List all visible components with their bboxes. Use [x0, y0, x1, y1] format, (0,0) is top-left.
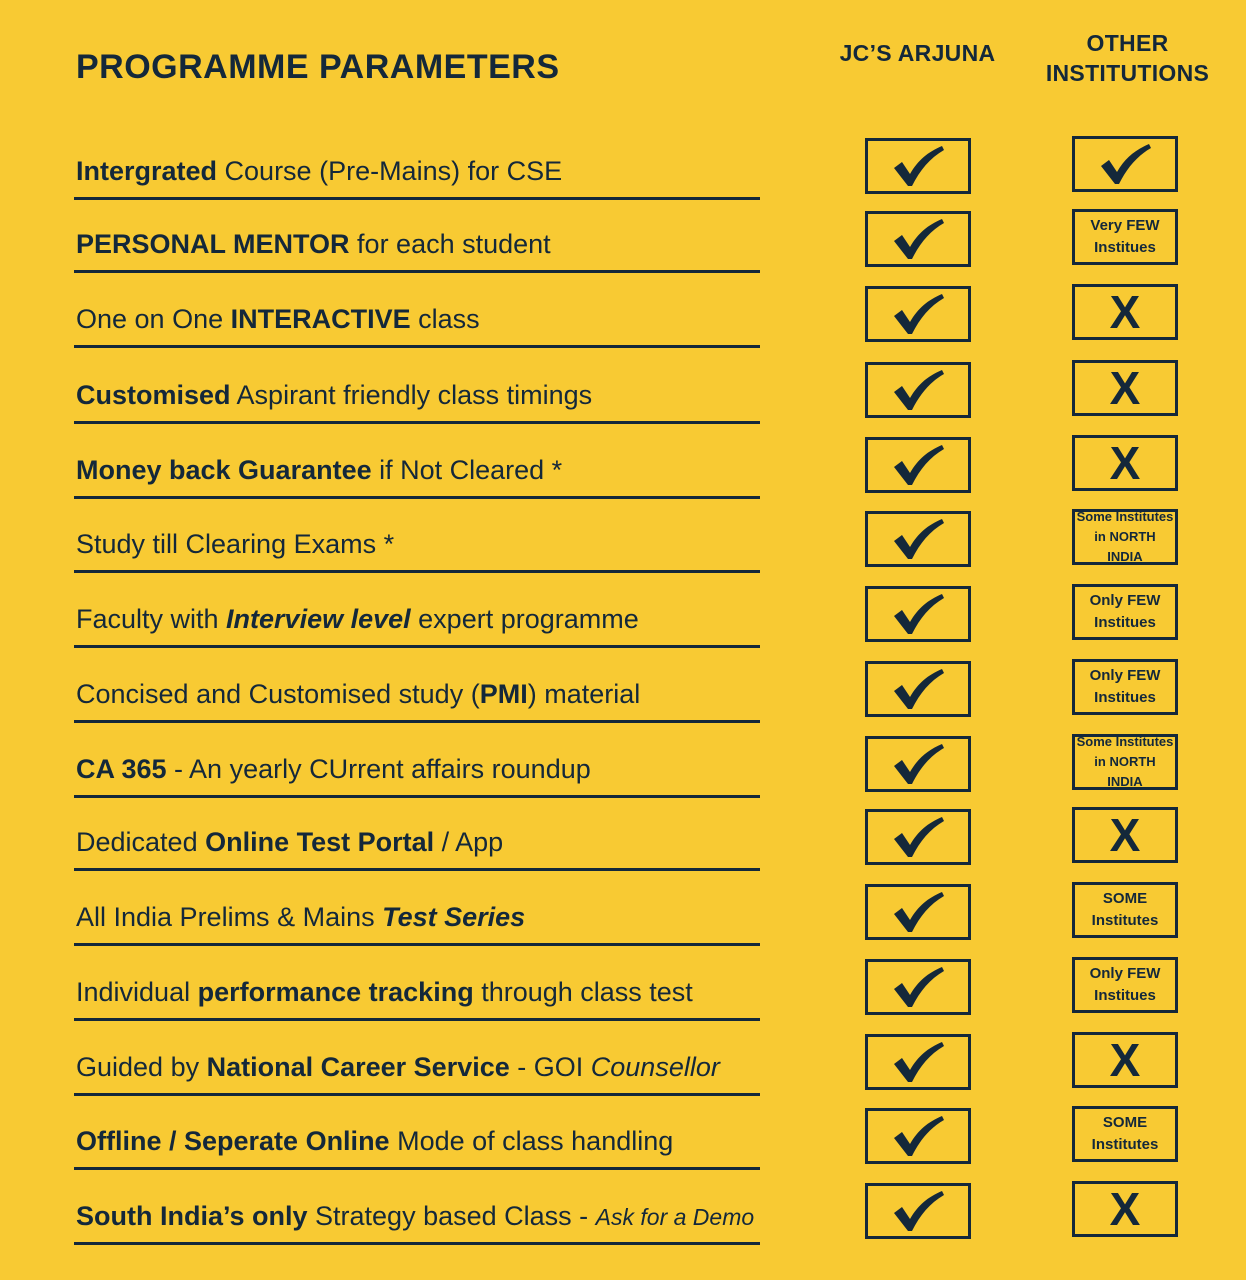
- comparison-row: [0, 286, 1246, 348]
- status-line: Institutes: [1091, 1136, 1159, 1153]
- other-status-box: [1072, 659, 1178, 715]
- label-text: class: [410, 304, 480, 334]
- comparison-row: [0, 959, 1246, 1021]
- jc-check-box: [865, 286, 971, 342]
- other-status-box: [1072, 957, 1178, 1013]
- label-bold: Money back Guarantee: [76, 455, 372, 485]
- jc-check-box: [865, 1108, 971, 1164]
- parameter-label: [74, 1052, 760, 1096]
- parameter-label: [74, 380, 760, 424]
- label-text: Study till Clearing Exams *: [76, 529, 395, 559]
- other-status-box: [1072, 882, 1178, 938]
- check-icon: [890, 1114, 946, 1158]
- check-icon: [890, 890, 946, 934]
- comparison-row: [0, 661, 1246, 723]
- jc-check-box: [865, 1183, 971, 1239]
- parameter-label: [74, 529, 760, 573]
- other-status-box: [1072, 1106, 1178, 1162]
- comparison-row: [0, 1108, 1246, 1170]
- comparison-row: [0, 138, 1246, 200]
- other-status-box: [1072, 1032, 1178, 1088]
- label-text: One on One: [76, 304, 231, 334]
- status-line: in NORTH INDIA: [1094, 754, 1156, 789]
- other-status-box: [1072, 360, 1178, 416]
- other-status-box: [1072, 136, 1178, 192]
- check-icon: [890, 1040, 946, 1084]
- parameter-label: [74, 679, 760, 723]
- jc-check-box: [865, 586, 971, 642]
- label-italic: Counsellor: [590, 1052, 720, 1082]
- comparison-row: [0, 511, 1246, 573]
- jc-check-box: [865, 511, 971, 567]
- status-line: Only FEW: [1089, 667, 1161, 684]
- other-status-box: [1072, 509, 1178, 565]
- label-bold: National Career Service: [206, 1052, 510, 1082]
- column-header-other-institutions: [1030, 28, 1225, 88]
- check-icon: [890, 292, 946, 336]
- jc-check-box: [865, 138, 971, 194]
- parameter-label: [74, 902, 760, 946]
- other-status-box: [1072, 209, 1178, 265]
- parameter-label: [74, 229, 760, 273]
- cross-icon: X: [1109, 437, 1141, 489]
- status-line: Very FEW: [1090, 217, 1160, 234]
- jc-check-box: [865, 736, 971, 792]
- label-text: Mode of class handling: [389, 1126, 674, 1156]
- check-icon: [890, 1189, 946, 1233]
- status-line: SOME: [1102, 890, 1148, 907]
- check-icon: [890, 517, 946, 561]
- label-bold: Online Test Portal: [205, 827, 435, 857]
- check-icon: [890, 815, 946, 859]
- check-icon: [890, 667, 946, 711]
- other-status-box: [1072, 807, 1178, 863]
- label-text: for each student: [349, 229, 551, 259]
- status-text: [1092, 888, 1159, 932]
- status-line: Institues: [1094, 239, 1156, 256]
- other-status-box: [1072, 584, 1178, 640]
- status-text: [1090, 665, 1161, 709]
- other-status-box: [1072, 734, 1178, 790]
- label-bold-italic: Test Series: [382, 902, 526, 932]
- label-text: expert programme: [410, 604, 639, 634]
- jc-check-box: [865, 1034, 971, 1090]
- status-text: [1090, 590, 1161, 634]
- label-text: Strategy based Class -: [307, 1201, 596, 1231]
- status-line: SOME: [1102, 1114, 1148, 1131]
- label-text: - An yearly CUrrent affairs roundup: [166, 754, 591, 784]
- comparison-row: [0, 1183, 1246, 1245]
- parameter-label: [74, 1126, 760, 1170]
- cross-icon: X: [1109, 809, 1141, 861]
- jc-check-box: [865, 661, 971, 717]
- label-text: through class test: [473, 977, 693, 1007]
- parameter-label: [74, 604, 760, 648]
- label-bold: INTERACTIVE: [230, 304, 411, 334]
- label-bold: Intergrated: [76, 156, 218, 186]
- parameter-label: [74, 455, 760, 499]
- label-bold-italic: Interview level: [226, 604, 411, 634]
- label-text: - GOI: [509, 1052, 591, 1082]
- check-icon: [890, 965, 946, 1009]
- cross-icon: X: [1109, 1034, 1141, 1086]
- label-bold: PMI: [479, 679, 528, 709]
- status-text: [1075, 732, 1175, 792]
- label-bold: Offline / Seperate Online: [76, 1126, 390, 1156]
- label-text: All India Prelims & Mains: [76, 902, 383, 932]
- label-bold: CA 365: [76, 754, 167, 784]
- jc-check-box: [865, 809, 971, 865]
- parameter-label: [74, 156, 760, 200]
- parameter-label: [74, 827, 760, 871]
- column-header-jcs-arjuna: JC’S ARJUNA: [839, 40, 996, 66]
- comparison-row: [0, 586, 1246, 648]
- parameter-label: [74, 754, 760, 798]
- label-text: Individual: [76, 977, 198, 1007]
- label-text: / App: [434, 827, 504, 857]
- check-icon: [890, 368, 946, 412]
- other-status-box: [1072, 435, 1178, 491]
- check-icon: [890, 144, 946, 188]
- status-line: Institues: [1094, 614, 1156, 631]
- comparison-row: [0, 211, 1246, 273]
- check-icon: [890, 443, 946, 487]
- label-text: Aspirant friendly class timings: [230, 380, 593, 410]
- parameter-label: [74, 1201, 760, 1245]
- cross-icon: X: [1109, 362, 1141, 414]
- column-header-line: OTHER: [1086, 30, 1169, 56]
- comparison-row: [0, 809, 1246, 871]
- status-line: Institues: [1094, 987, 1156, 1004]
- status-line: Some Institutes: [1076, 509, 1174, 524]
- check-icon: [1097, 142, 1153, 186]
- label-bold: Customised: [76, 380, 231, 410]
- label-text: Faculty with: [76, 604, 227, 634]
- label-bold: PERSONAL MENTOR: [76, 229, 350, 259]
- jc-check-box: [865, 884, 971, 940]
- status-line: Institutes: [1091, 912, 1159, 929]
- label-text: Course (Pre-Mains) for CSE: [217, 156, 563, 186]
- status-line: Only FEW: [1089, 965, 1161, 982]
- check-icon: [890, 742, 946, 786]
- page-title: PROGRAMME PARAMETERS: [76, 48, 560, 86]
- status-text: [1075, 507, 1175, 567]
- comparison-row: [0, 437, 1246, 499]
- label-text: Concised and Customised study (: [76, 679, 480, 709]
- cross-icon: X: [1109, 286, 1141, 338]
- jc-check-box: [865, 437, 971, 493]
- label-text: ) material: [527, 679, 641, 709]
- status-line: in NORTH INDIA: [1094, 529, 1156, 564]
- status-line: Only FEW: [1089, 592, 1161, 609]
- comparison-row: [0, 362, 1246, 424]
- jc-check-box: [865, 211, 971, 267]
- comparison-row: [0, 884, 1246, 946]
- label-text: Guided by: [76, 1052, 207, 1082]
- status-line: Some Institutes: [1076, 734, 1174, 749]
- comparison-row: [0, 1034, 1246, 1096]
- jc-check-box: [865, 959, 971, 1015]
- status-line: Institues: [1094, 689, 1156, 706]
- label-italic: Ask for a Demo: [595, 1204, 755, 1230]
- label-text: if Not Cleared *: [371, 455, 563, 485]
- parameter-label: [74, 977, 760, 1021]
- label-bold: performance tracking: [197, 977, 474, 1007]
- parameter-label: [74, 304, 760, 348]
- label-text: Dedicated: [76, 827, 206, 857]
- status-text: [1090, 215, 1159, 259]
- other-status-box: [1072, 284, 1178, 340]
- cross-icon: X: [1109, 1183, 1141, 1235]
- column-header-line: INSTITUTIONS: [1045, 60, 1210, 86]
- label-bold: South India’s only: [76, 1201, 308, 1231]
- other-status-box: [1072, 1181, 1178, 1237]
- check-icon: [890, 217, 946, 261]
- comparison-row: [0, 736, 1246, 798]
- status-text: [1092, 1112, 1159, 1156]
- check-icon: [890, 592, 946, 636]
- jc-check-box: [865, 362, 971, 418]
- status-text: [1090, 963, 1161, 1007]
